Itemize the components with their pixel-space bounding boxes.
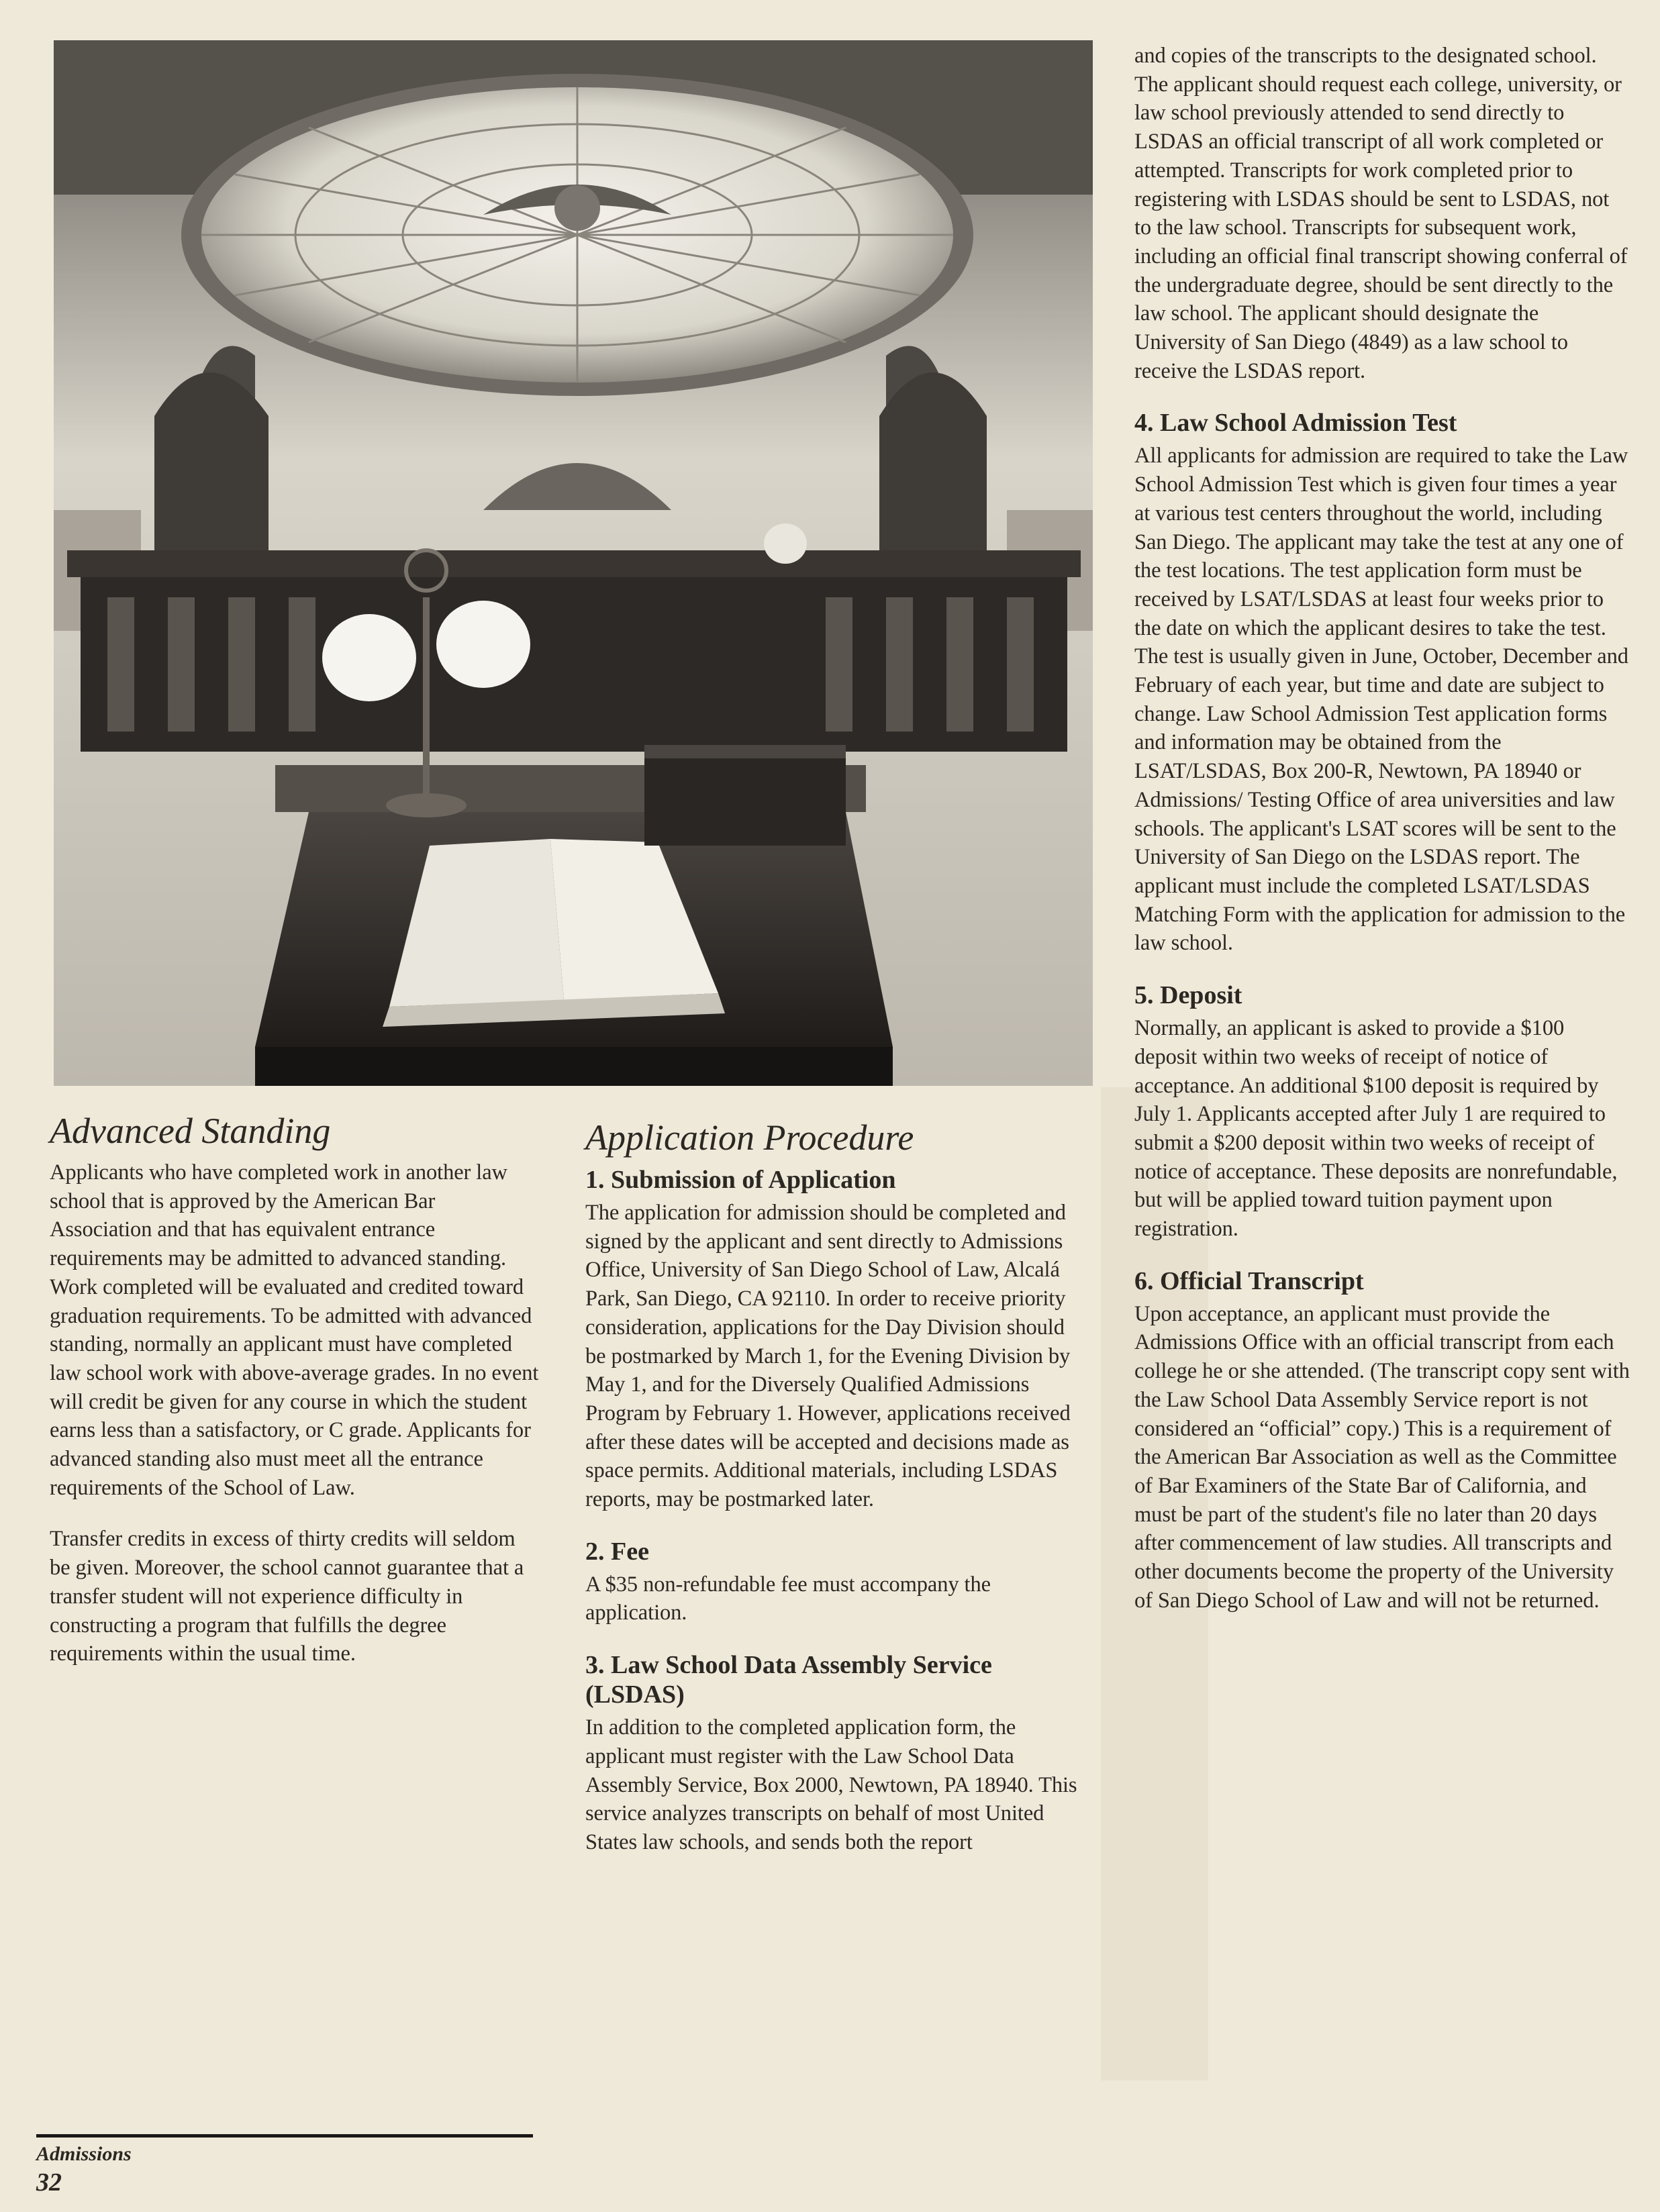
lsdas-text: In addition to the completed application form, the applicant must register with the Law School Data Assembly Service, Box 2000, Newtown, PA 18940. This service analyzes transcripts on behalf of most United States law schools, and sends both the report (585, 1715, 1077, 1854)
advanced-standing-heading: Advanced Standing (50, 1111, 331, 1151)
courtroom-illustration (54, 40, 1093, 1086)
advanced-standing-column (50, 1109, 540, 1691)
lsat-text: All applicants for admission are required to take the Law School Admission Test which is given four times a year at various test centers throughout the world, including San Diego. The applicant may take the test at any one of the test locations. The test application form must be received by LSAT/LSDAS at least four weeks prior to the date on which the applicant desires to take the test. The test is usually given in June, October, December and February of each year, but time and date are subject to change. Law School Admission Test application forms and information may be obtained from the LSAT/LSDAS, Box 200-R, Newtown, PA 18940 or Admissions/ Testing Office of area universities and law schools. The applicant's LSAT scores will be sent to the University of San Diego on the LSDAS report. The applicant must include the completed LSAT/LSDAS Matching Form with the application for admission to the law school. (1134, 444, 1628, 956)
courtroom-photo (54, 40, 1093, 1086)
footer-section-label: Admissions (36, 2143, 132, 2165)
deposit-text: Normally, an applicant is asked to provide a $100 deposit within two weeks of receipt of notice of acceptance. An additional $100 deposit is required by July 1. Applicants accepted after July 1 are required to submit a $200 deposit within two weeks of receipt of notice of acceptance. These deposits are nonrefundable, but will be applied toward tuition payment upon registration. (1134, 1016, 1618, 1242)
lsat-heading: 4. Law School Admission Test (1134, 409, 1457, 438)
lsdas-heading: 3. Law School Data Assembly Service (LSDAS) (585, 1651, 992, 1709)
lsdas-text-continued: and copies of the transcripts to the designated school. The applicant should request each college, university, or law school previously attended to send directly to LSDAS an official transcript of all work completed or attempted. Transcripts for work completed prior to registering with LSDAS should be sent to LSDAS, not to the law school. Transcripts for subsequent work, including an official final transcript showing conferral of the undergraduate degree, should be sent directly to the law school. The applicant should designate the University of San Diego (4849) as a law school to receive the LSDAS report. (1134, 44, 1628, 383)
fee-heading: 2. Fee (585, 1537, 649, 1566)
advanced-standing-paragraph-1: Applicants who have completed work in another law school that is approved by the American Bar Association and that has equivalent entrance requirements may be admitted to advanced standing. Work completed will be evaluated and credited toward graduation requirements. To be admitted with advanced standing, normally an applicant must have completed law school work with above-average grades. In no event will credit be given for any course in which the student earns less than a satisfactory, or C grade. Applicants for advanced standing also must meet all the entrance requirements of the School of Law. (50, 1160, 539, 1500)
official-transcript-text: Upon acceptance, an applicant must provide the Admissions Office with an official transcript from each college he or she attended. (The transcript copy sent with the Law School Data Assembly Service report is not considered an “official” copy.) This is a requirement of the American Bar Association as well as the Committee of Bar Examiners of the State Bar of California, and must be part of the student's file no later than 20 days after commencement of law studies. All transcripts and other documents become the property of the University of San Diego School of Law and will not be returned. (1134, 1301, 1630, 1613)
submission-heading: 1. Submission of Application (585, 1166, 896, 1194)
advanced-standing-paragraph-2: Transfer credits in excess of thirty credits will seldom be given. Moreover, the school cannot guarantee that a transfer student will not experience difficulty in constructing a program that fulfills the degree requirements within the usual time. (50, 1527, 524, 1666)
submission-text: The application for admission should be completed and signed by the applicant and sent directly to Admissions Office, University of San Diego School of Law, Alcalá Park, San Diego, CA 92110. In order to receive priority consideration, applications for the Day Division should be postmarked by March 1, for the Evening Division by May 1, and for the Diversely Qualified Admissions Program by February 1. However, applications received after these dates will be accepted and decisions made as space permits. Additional materials, including LSDAS reports, may be postmarked later. (585, 1201, 1071, 1512)
footer-rule (36, 2134, 533, 2138)
application-procedure-column (585, 1115, 1082, 1880)
application-procedure-heading: Application Procedure (585, 1117, 914, 1158)
page-number: 32 (36, 2168, 62, 2197)
official-transcript-heading: 6. Official Transcript (1134, 1266, 1364, 1295)
fee-text: A $35 non-refundable fee must accompany the application. (585, 1572, 991, 1625)
deposit-heading: 5. Deposit (1134, 981, 1242, 1010)
right-column (1134, 42, 1631, 1638)
